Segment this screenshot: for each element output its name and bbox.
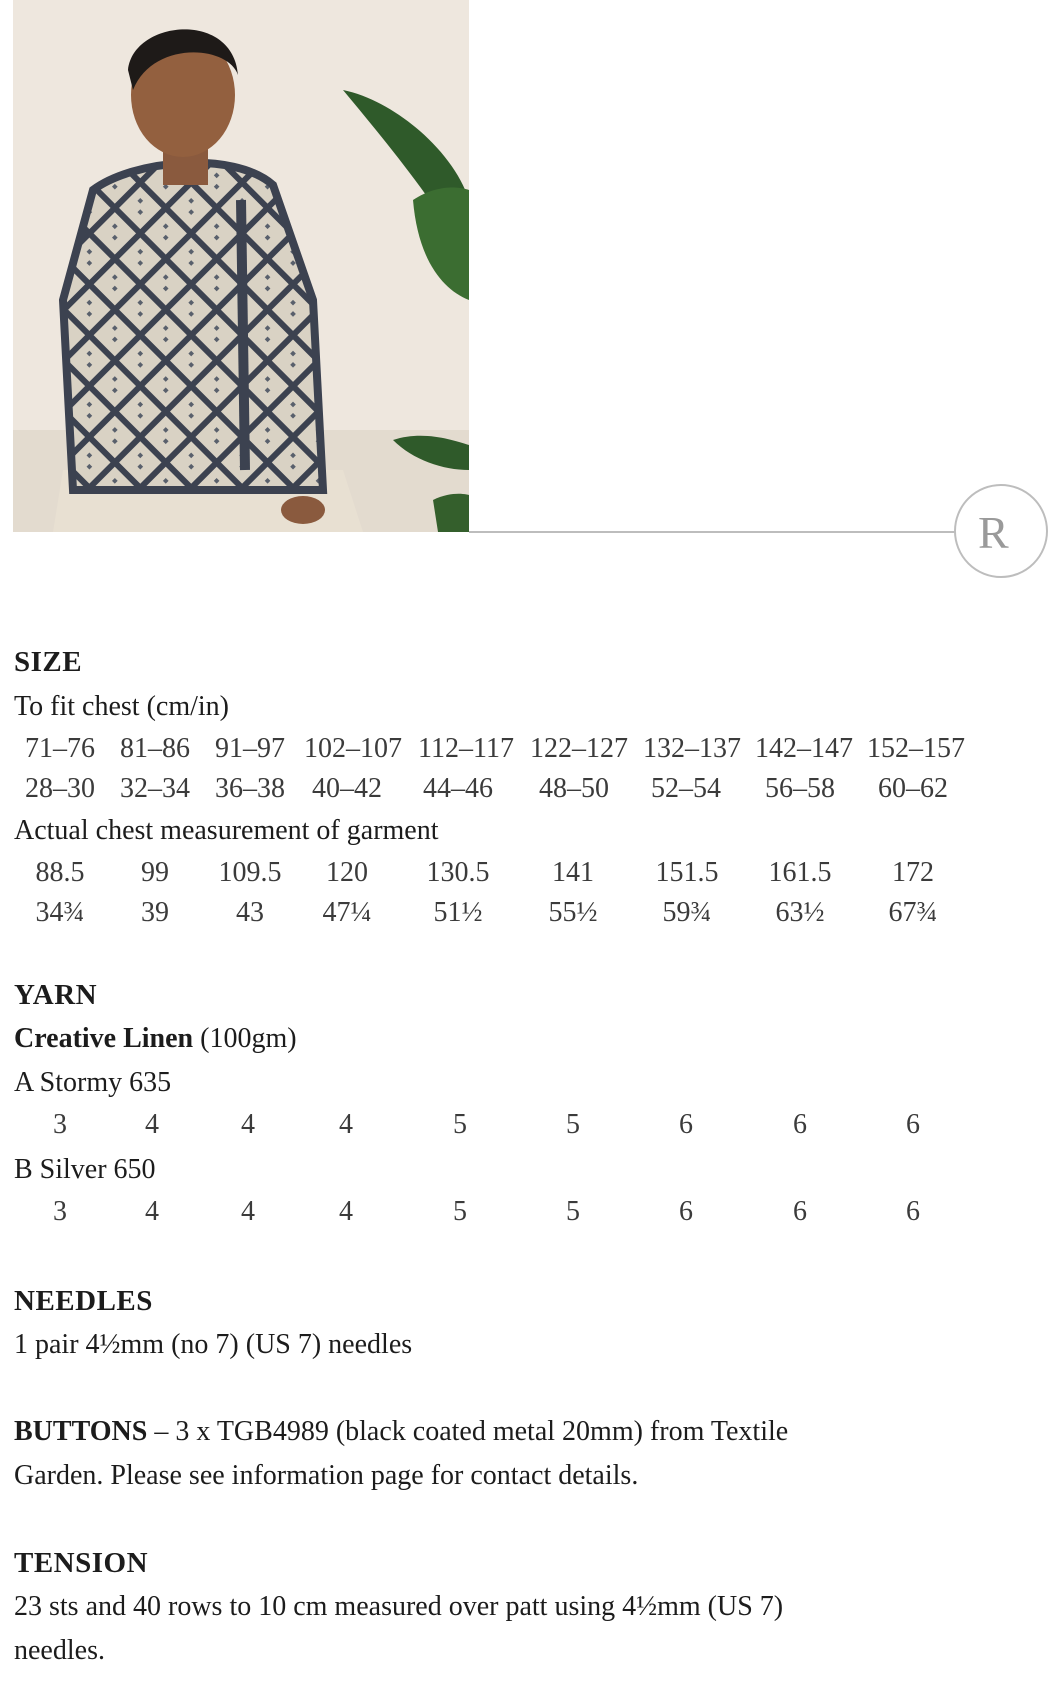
yarn-b-cell: 4 — [145, 1196, 159, 1227]
size-in-cell: 56–58 — [765, 773, 835, 804]
size-in-cell: 40–42 — [312, 773, 382, 804]
yarn-b-cell: 5 — [566, 1196, 580, 1227]
yarn-b-cell: 5 — [453, 1196, 467, 1227]
size-cm-cell: 142–147 — [755, 733, 853, 764]
yarn-a-cell: 4 — [241, 1109, 255, 1140]
size-in-cell: 28–30 — [25, 773, 95, 804]
actual-in-cell: 47¼ — [322, 897, 372, 928]
yarn-a-cell: 6 — [793, 1109, 807, 1140]
size-cm-cell: 122–127 — [530, 733, 628, 764]
actual-cm-cell: 120 — [326, 857, 368, 888]
actual-cm-cell: 141 — [552, 857, 594, 888]
tension-text-1: 23 sts and 40 rows to 10 cm measured over patt using 4½mm (US 7) — [14, 1591, 784, 1622]
yarn-a-label: A Stormy 635 — [14, 1067, 172, 1098]
size-in-cell: 32–34 — [120, 773, 190, 804]
actual-in-cell: 67¾ — [888, 897, 938, 928]
yarn-a-cell: 4 — [339, 1109, 353, 1140]
actual-in-cell: 59¾ — [662, 897, 712, 928]
actual-cm-cell: 130.5 — [426, 857, 490, 888]
yarn-title: YARN — [14, 979, 98, 1011]
actual-cm-cell: 161.5 — [768, 857, 832, 888]
yarn-b-label: B Silver 650 — [14, 1154, 156, 1185]
yarn-a-row — [14, 1109, 974, 1149]
buttons-title: BUTTONS — [14, 1416, 148, 1447]
actual-in-cell: 34¾ — [35, 897, 85, 928]
page-badge-letter: R — [978, 507, 1009, 558]
size-in-cell: 60–62 — [878, 773, 948, 804]
buttons-line-1 — [14, 1416, 788, 1448]
needles-text: 1 pair 4½mm (no 7) (US 7) needles — [14, 1329, 413, 1360]
yarn-a-cell: 4 — [145, 1109, 159, 1140]
buttons-text-1: – 3 x TGB4989 (black coated metal 20mm) from Textile — [147, 1416, 789, 1447]
to-fit-chest-label: To fit chest (cm/in) — [14, 691, 229, 722]
actual-in-cell: 39 — [141, 897, 169, 928]
actual-cm-cell: 109.5 — [218, 857, 282, 888]
size-cm-cell: 71–76 — [25, 733, 95, 764]
model-photo — [13, 0, 469, 532]
yarn-a-cell: 3 — [53, 1109, 67, 1140]
yarn-b-cell: 4 — [339, 1196, 353, 1227]
size-cm-cell: 112–117 — [418, 733, 514, 764]
page-badge — [954, 484, 1048, 578]
actual-in-cell: 43 — [236, 897, 264, 928]
size-cm-row — [14, 733, 974, 773]
size-cm-cell: 91–97 — [215, 733, 285, 764]
actual-in-cell: 55½ — [548, 897, 598, 928]
size-cm-cell: 102–107 — [304, 733, 402, 764]
yarn-b-cell: 6 — [793, 1196, 807, 1227]
size-cm-cell: 81–86 — [120, 733, 190, 764]
needles-title: NEEDLES — [14, 1285, 153, 1317]
size-in-cell: 52–54 — [651, 773, 721, 804]
size-cm-cell: 132–137 — [643, 733, 741, 764]
actual-cm-cell: 88.5 — [35, 857, 85, 888]
yarn-a-cell: 6 — [906, 1109, 920, 1140]
yarn-weight: (100gm) — [193, 1023, 297, 1054]
yarn-a-cell: 6 — [679, 1109, 693, 1140]
size-title: SIZE — [14, 646, 83, 678]
yarn-a-cell: 5 — [453, 1109, 467, 1140]
yarn-b-cell: 6 — [679, 1196, 693, 1227]
size-cm-cell: 152–157 — [867, 733, 965, 764]
yarn-b-cell: 3 — [53, 1196, 67, 1227]
divider-line — [469, 531, 959, 533]
actual-in-cell: 51½ — [433, 897, 483, 928]
actual-in-cell: 63½ — [775, 897, 825, 928]
yarn-a-cell: 5 — [566, 1109, 580, 1140]
tension-title: TENSION — [14, 1547, 149, 1579]
yarn-b-row — [14, 1196, 974, 1236]
actual-cm-cell: 151.5 — [655, 857, 719, 888]
tension-text-2: needles. — [14, 1635, 105, 1666]
yarn-b-cell: 6 — [906, 1196, 920, 1227]
size-in-cell: 36–38 — [215, 773, 285, 804]
size-in-row — [14, 773, 974, 813]
yarn-b-cell: 4 — [241, 1196, 255, 1227]
actual-chest-label: Actual chest measurement of garment — [14, 815, 439, 846]
size-in-cell: 48–50 — [539, 773, 609, 804]
actual-cm-row — [14, 857, 974, 897]
yarn-name-line — [14, 1023, 297, 1055]
model-photo-illustration — [13, 0, 469, 532]
actual-in-row — [14, 897, 974, 937]
actual-cm-cell: 172 — [892, 857, 934, 888]
size-in-cell: 44–46 — [423, 773, 493, 804]
buttons-text-2: Garden. Please see information page for contact details. — [14, 1460, 639, 1491]
yarn-name: Creative Linen — [14, 1023, 194, 1054]
actual-cm-cell: 99 — [141, 857, 169, 888]
